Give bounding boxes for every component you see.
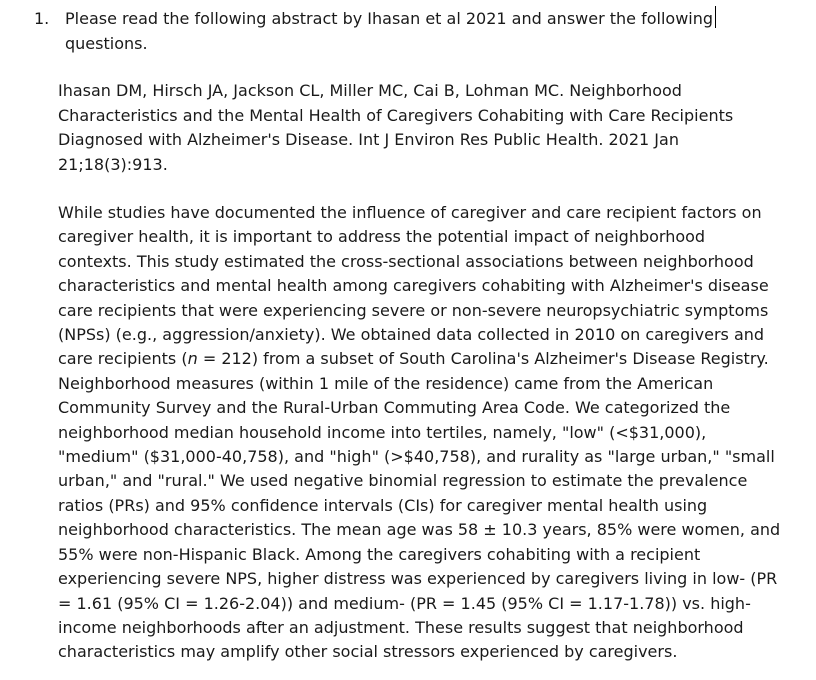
- citation-line-3: Diagnosed with Alzheimer's Disease. Int J Environ Res Public Health. 2021 Jan: [58, 130, 679, 149]
- sample-size-symbol: n: [187, 349, 198, 369]
- abstract-line-7: [58, 347, 788, 371]
- prompt-line-1-text: Please read the following abstract by Ihasan et al 2021 and answer the following: [65, 9, 714, 28]
- abstract-line-8: Neighborhood measures (within 1 mile of the residence) came from the American: [58, 373, 714, 393]
- abstract-paragraph[interactable]: [58, 201, 788, 665]
- abstract-line-14: neighborhood characteristics. The mean age was 58 ± 10.3 years, 85% were women, and: [58, 520, 781, 540]
- question-prompt[interactable]: [65, 6, 735, 56]
- abstract-line-4: characteristics and mental health among caregivers cohabiting with Alzheimer's disease: [58, 276, 769, 296]
- abstract-line-1: While studies have documented the influence of caregiver and care recipient factors on: [58, 203, 762, 222]
- abstract-line-7-before: care recipients (: [58, 349, 188, 369]
- text-cursor: [715, 6, 716, 28]
- abstract-line-11: "medium" ($31,000-40,758), and "high" (>$40,758), and rurality as "large urban," "small: [58, 447, 775, 467]
- abstract-line-5: care recipients that were experiencing severe or non-severe neuropsychiatric symptoms: [58, 300, 769, 320]
- abstract-line-12: urban," and "rural." We used negative binomial regression to estimate the prevalence: [58, 471, 748, 491]
- abstract-line-10: neighborhood median household income into tertiles, namely, "low" (<$31,000),: [58, 422, 707, 442]
- prompt-line-2: questions.: [65, 34, 148, 53]
- citation-line-4: 21;18(3):913.: [58, 154, 168, 174]
- abstract-line-7-after: = 212) from a subset of South Carolina's Alzheimer's Disease Registry.: [197, 349, 769, 369]
- abstract-line-2: caregiver health, it is important to address the potential impact of neighborhood: [58, 227, 706, 247]
- prompt-line-1: [65, 6, 735, 31]
- abstract-line-6: (NPSs) (e.g., aggression/anxiety). We obtained data collected in 2010 on caregivers and: [58, 325, 765, 345]
- abstract-line-9: Community Survey and the Rural-Urban Commuting Area Code. We categorized the: [58, 398, 731, 418]
- list-number: 1.: [34, 9, 50, 28]
- abstract-line-17: = 1.61 (95% CI = 1.26-2.04)) and medium- (PR = 1.45 (95% CI = 1.17-1.78)) vs. high-: [58, 593, 751, 613]
- abstract-line-18: income neighborhoods after an adjustment. These results suggest that neighborhood: [58, 617, 744, 637]
- abstract-line-3: contexts. This study estimated the cross-sectional associations between neighborhood: [58, 251, 754, 271]
- citation-paragraph[interactable]: [58, 79, 758, 177]
- citation-line-2: Characteristics and the Mental Health of Caregivers Cohabiting with Care Recipients: [58, 105, 734, 125]
- abstract-line-13: ratios (PRs) and 95% confidence intervals (CIs) for caregiver mental health using: [58, 495, 708, 515]
- abstract-line-16: experiencing severe NPS, higher distress was experienced by caregivers living in low- (PR: [58, 569, 778, 589]
- citation-line-1: Ihasan DM, Hirsch JA, Jackson CL, Miller MC, Cai B, Lohman MC. Neighborhood: [58, 81, 682, 100]
- abstract-line-19: characteristics may amplify other social stressors experienced by caregivers.: [58, 642, 678, 662]
- abstract-line-15: 55% were non-Hispanic Black. Among the caregivers cohabiting with a recipient: [58, 544, 701, 564]
